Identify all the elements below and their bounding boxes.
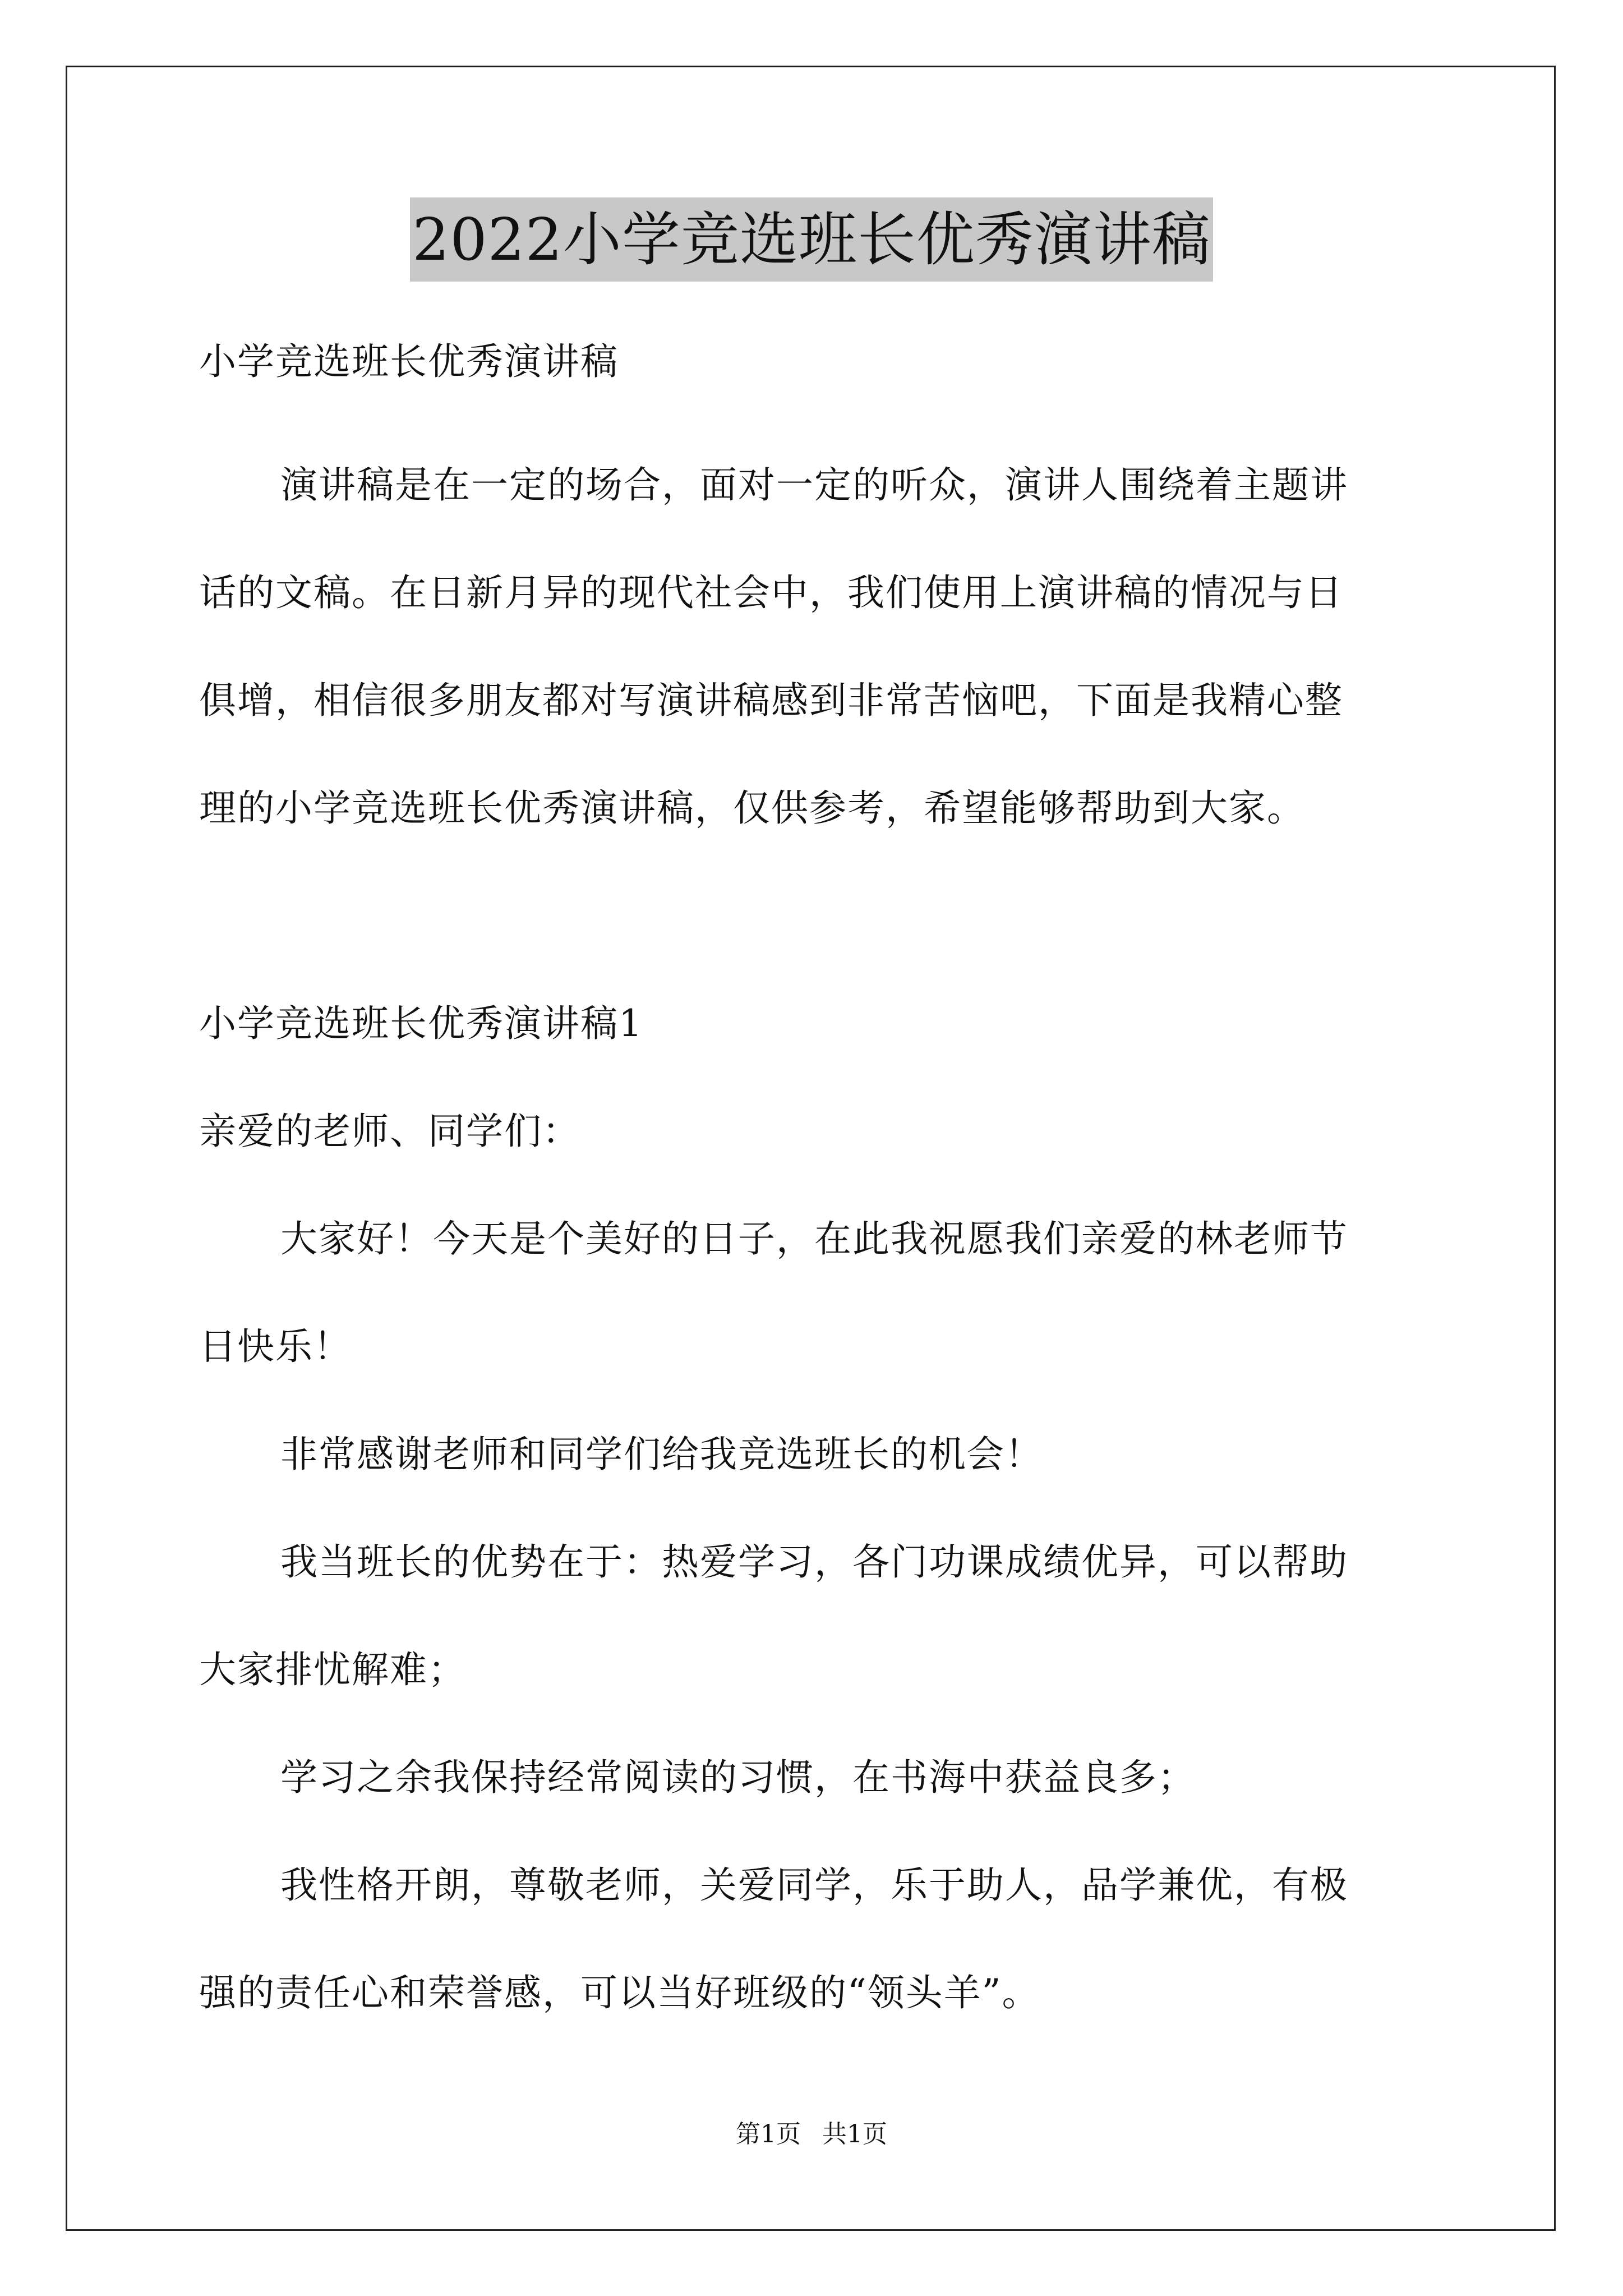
title-container — [0, 197, 1623, 282]
page-number: 第1页 — [736, 2120, 801, 2148]
paragraph-line: 学习之余我保持经常阅读的习惯，在书海中获益良多； — [280, 1756, 1196, 1799]
paragraph-line: 日快乐！ — [199, 1325, 352, 1368]
page-total: 共1页 — [822, 2120, 887, 2148]
subtitle: 小学竞选班长优秀演讲稿 — [199, 340, 619, 383]
paragraph-line: 强的责任心和荣誉感，可以当好班级的“领头羊”。 — [199, 1971, 1040, 2014]
salutation: 亲爱的老师、同学们： — [199, 1110, 580, 1153]
page-footer — [0, 2118, 1623, 2151]
paragraph-line: 我当班长的优势在于：热爱学习，各门功课成绩优异，可以帮助 — [280, 1540, 1348, 1584]
paragraph-line: 俱增，相信很多朋友都对写演讲稿感到非常苦恼吧，下面是我精心整 — [199, 679, 1343, 722]
document-title: 2022小学竞选班长优秀演讲稿 — [410, 197, 1213, 282]
paragraph-line: 大家排忧解难； — [199, 1648, 466, 1691]
paragraph-line: 非常感谢老师和同学们给我竞选班长的机会！ — [280, 1433, 1043, 1476]
paragraph-line: 演讲稿是在一定的场合，面对一定的听众，演讲人围绕着主题讲 — [280, 463, 1348, 507]
section-heading: 小学竞选班长优秀演讲稿1 — [199, 1002, 643, 1045]
paragraph-line: 大家好！今天是个美好的日子，在此我祝愿我们亲爱的林老师节 — [280, 1217, 1348, 1260]
paragraph-line: 理的小学竞选班长优秀演讲稿，仅供参考，希望能够帮助到大家。 — [199, 786, 1305, 830]
paragraph-line: 话的文稿。在日新月异的现代社会中，我们使用上演讲稿的情况与日 — [199, 571, 1343, 614]
paragraph-line: 我性格开朗，尊敬老师，关爱同学，乐于助人，品学兼优，有极 — [280, 1864, 1348, 1907]
